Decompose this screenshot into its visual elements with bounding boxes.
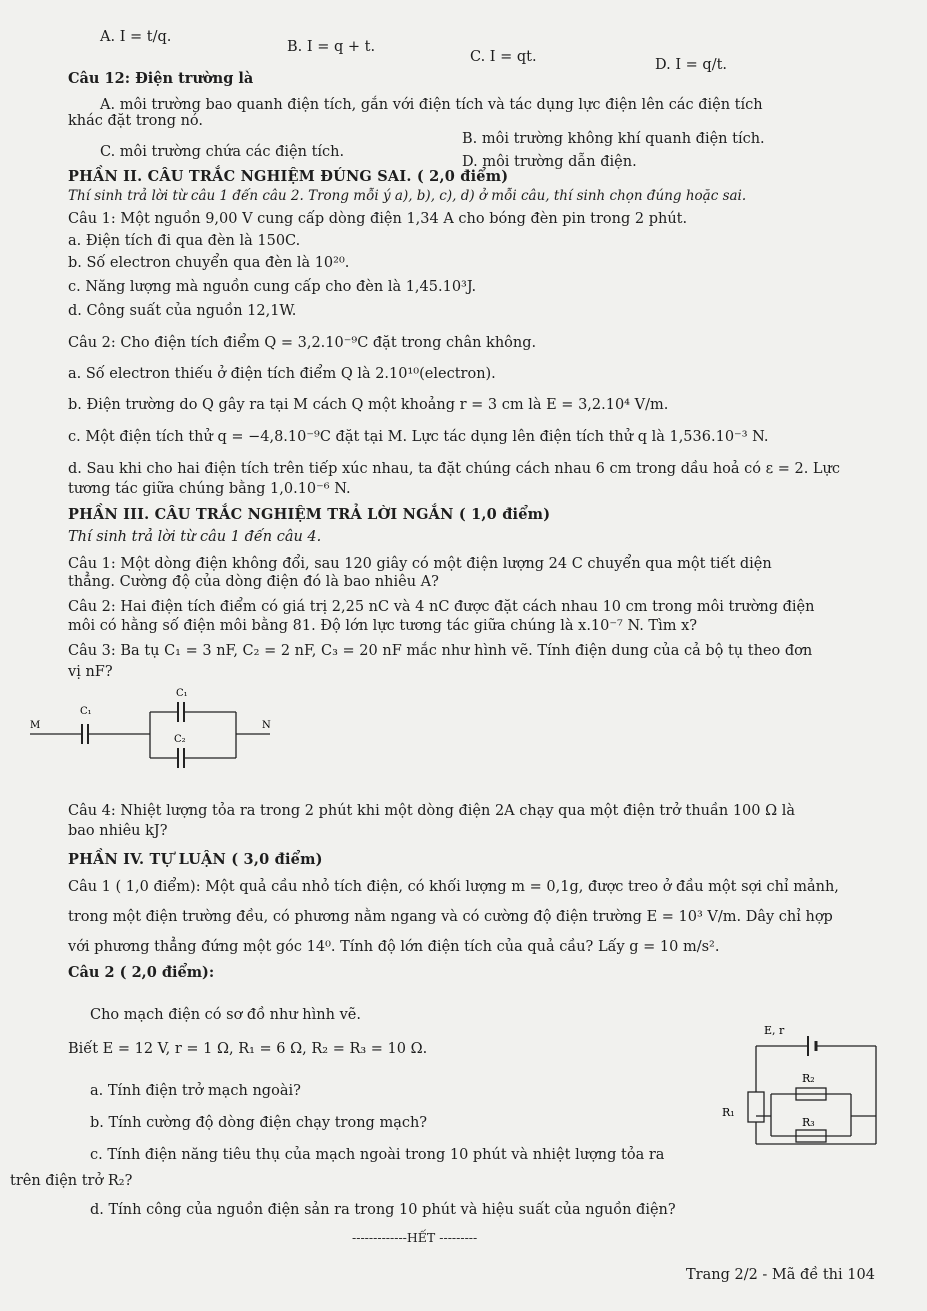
node-label-n: N xyxy=(262,720,271,731)
capacitor-circuit-diagram xyxy=(30,684,290,784)
part2-q1-stem: Câu 1: Một nguồn 9,00 V cung cấp dòng điện 1,34 A cho bóng đèn pin trong 2 phút. xyxy=(68,211,688,227)
part3-title: PHẦN III. CÂU TRẮC NGHIỆM TRẢ LỜI NGẮN ( 1,0 điểm) xyxy=(68,506,551,523)
part2-q2-a: a. Số electron thiếu ở điện tích điểm Q là 2.10¹⁰(electron). xyxy=(68,366,496,382)
part4-q2-title: Câu 2 ( 2,0 điểm): xyxy=(68,964,215,981)
part3-q4-line2: bao nhiêu kJ? xyxy=(68,823,168,839)
part3-q3-line2: vị nF? xyxy=(68,664,113,680)
part3-q1-line1: Câu 1: Một dòng điện không đổi, sau 120 giây có một điện lượng 24 C chuyển qua một tiết diện xyxy=(68,556,772,572)
part3-q4-line1: Câu 4: Nhiệt lượng tỏa ra trong 2 phút khi một dòng điện 2A chạy qua một điện trở thuần 100 Ω là xyxy=(68,803,796,819)
part3-q3-line1: Câu 3: Ba tụ C₁ = 3 nF, C₂ = 2 nF, C₃ = 20 nF mắc như hình vẽ. Tính điện dung của cả bộ tụ theo đơn xyxy=(68,643,813,659)
q12-stem: Câu 12: Điện trường là xyxy=(68,70,254,87)
part4-q2-c-line1: c. Tính điện năng tiêu thụ của mạch ngoài trong 10 phút và nhiệt lượng tỏa ra xyxy=(90,1147,665,1163)
part4-q2-given: Biết E = 12 V, r = 1 Ω, R₁ = 6 Ω, R₂ = R₃ = 10 Ω. xyxy=(68,1041,428,1057)
q11-option-a: A. I = t/q. xyxy=(100,29,172,45)
part4-q1-line2: trong một điện trường đều, có phương nằm ngang và có cường độ điện trường E = 10³ V/m. Dây chỉ hợp xyxy=(68,909,833,925)
cap-label-bottom: C₂ xyxy=(174,734,186,745)
part2-q2-d-line1: d. Sau khi cho hai điện tích trên tiếp xúc nhau, ta đặt chúng cách nhau 6 cm trong dầu hoả có ε = 2. Lực xyxy=(68,461,841,477)
part4-q1-line1: Câu 1 ( 1,0 điểm): Một quả cầu nhỏ tích điện, có khối lượng m = 0,1g, được treo ở đầu một sợi chỉ mảnh, xyxy=(68,879,839,895)
part2-q1-d: d. Công suất của nguồn 12,1W. xyxy=(68,303,297,319)
cap-label-top: C₁ xyxy=(176,688,188,699)
q11-option-d: D. I = q/t. xyxy=(655,57,728,73)
part2-title: PHẦN II. CÂU TRẮC NGHIỆM ĐÚNG SAI. ( 2,0 điểm) xyxy=(68,168,509,185)
q12-option-a-line2: khác đặt trong nó. xyxy=(68,113,204,129)
part3-q2-line2: môi có hằng số điện môi bằng 81. Độ lớn lực tương tác giữa chúng là x.10⁻⁷ N. Tìm x? xyxy=(68,618,698,634)
part2-q2-stem: Câu 2: Cho điện tích điểm Q = 3,2.10⁻⁹C đặt trong chân không. xyxy=(68,335,537,351)
part4-title: PHẦN IV. TỰ LUẬN ( 3,0 điểm) xyxy=(68,851,323,868)
part4-q2-intro: Cho mạch điện có sơ đồ như hình vẽ. xyxy=(90,1007,361,1023)
part2-q1-b: b. Số electron chuyển qua đèn là 10²⁰. xyxy=(68,255,350,271)
part4-q2-b: b. Tính cường độ dòng điện chạy trong mạch? xyxy=(90,1115,428,1131)
q12-option-c: C. môi trường chứa các điện tích. xyxy=(100,144,345,160)
resistor-circuit-diagram xyxy=(716,1024,886,1152)
cap-label-left: C₁ xyxy=(80,706,92,717)
part3-instructions: Thí sinh trả lời từ câu 1 đến câu 4. xyxy=(68,529,322,545)
part2-q2-b: b. Điện trường do Q gây ra tại M cách Q một khoảng r = 3 cm là E = 3,2.10⁴ V/m. xyxy=(68,397,669,413)
q11-option-c: C. I = qt. xyxy=(470,49,537,65)
part4-q2-a: a. Tính điện trở mạch ngoài? xyxy=(90,1083,301,1099)
circuit-label-source: E, r xyxy=(764,1024,785,1037)
page-footer: Trang 2/2 - Mã đề thi 104 xyxy=(686,1267,875,1283)
circuit-label-r3: R₃ xyxy=(802,1116,815,1129)
circuit-label-r1: R₁ xyxy=(722,1106,735,1119)
circuit-label-r2: R₂ xyxy=(802,1072,815,1085)
part2-instructions: Thí sinh trả lời từ câu 1 đến câu 2. Trong mỗi ý a), b), c), d) ở mỗi câu, thí sinh chọn đúng hoặc sai. xyxy=(68,188,747,204)
part4-q2-c-line2: trên điện trở R₂? xyxy=(10,1173,133,1189)
part3-q1-line2: thẳng. Cường độ của dòng điện đó là bao nhiêu A? xyxy=(68,574,439,590)
q11-option-b: B. I = q + t. xyxy=(287,39,376,55)
q12-option-d: D. môi trường dẫn điện. xyxy=(462,154,637,170)
q12-option-a-line1: A. môi trường bao quanh điện tích, gắn với điện tích và tác dụng lực điện lên các điện tích xyxy=(100,97,763,113)
part2-q1-c: c. Năng lượng mà nguồn cung cấp cho đèn là 1,45.10³J. xyxy=(68,279,477,295)
node-label-m: M xyxy=(30,720,41,731)
part4-q1-line3: với phương thẳng đứng một góc 14⁰. Tính độ lớn điện tích của quả cầu? Lấy g = 10 m/s². xyxy=(68,939,720,955)
q12-option-b: B. môi trường không khí quanh điện tích. xyxy=(462,131,765,147)
end-marker: -------------HẾT --------- xyxy=(352,1230,478,1245)
part4-q2-d: d. Tính công của nguồn điện sản ra trong 10 phút và hiệu suất của nguồn điện? xyxy=(90,1202,676,1218)
part2-q1-a: a. Điện tích đi qua đèn là 150C. xyxy=(68,233,301,249)
part3-q2-line1: Câu 2: Hai điện tích điểm có giá trị 2,25 nC và 4 nC được đặt cách nhau 10 cm trong môi trường điện xyxy=(68,599,815,615)
part2-q2-d-line2: tương tác giữa chúng bằng 1,0.10⁻⁶ N. xyxy=(68,481,351,497)
part2-q2-c: c. Một điện tích thử q = −4,8.10⁻⁹C đặt tại M. Lực tác dụng lên điện tích thử q là 1,536.10⁻³ N. xyxy=(68,429,769,445)
